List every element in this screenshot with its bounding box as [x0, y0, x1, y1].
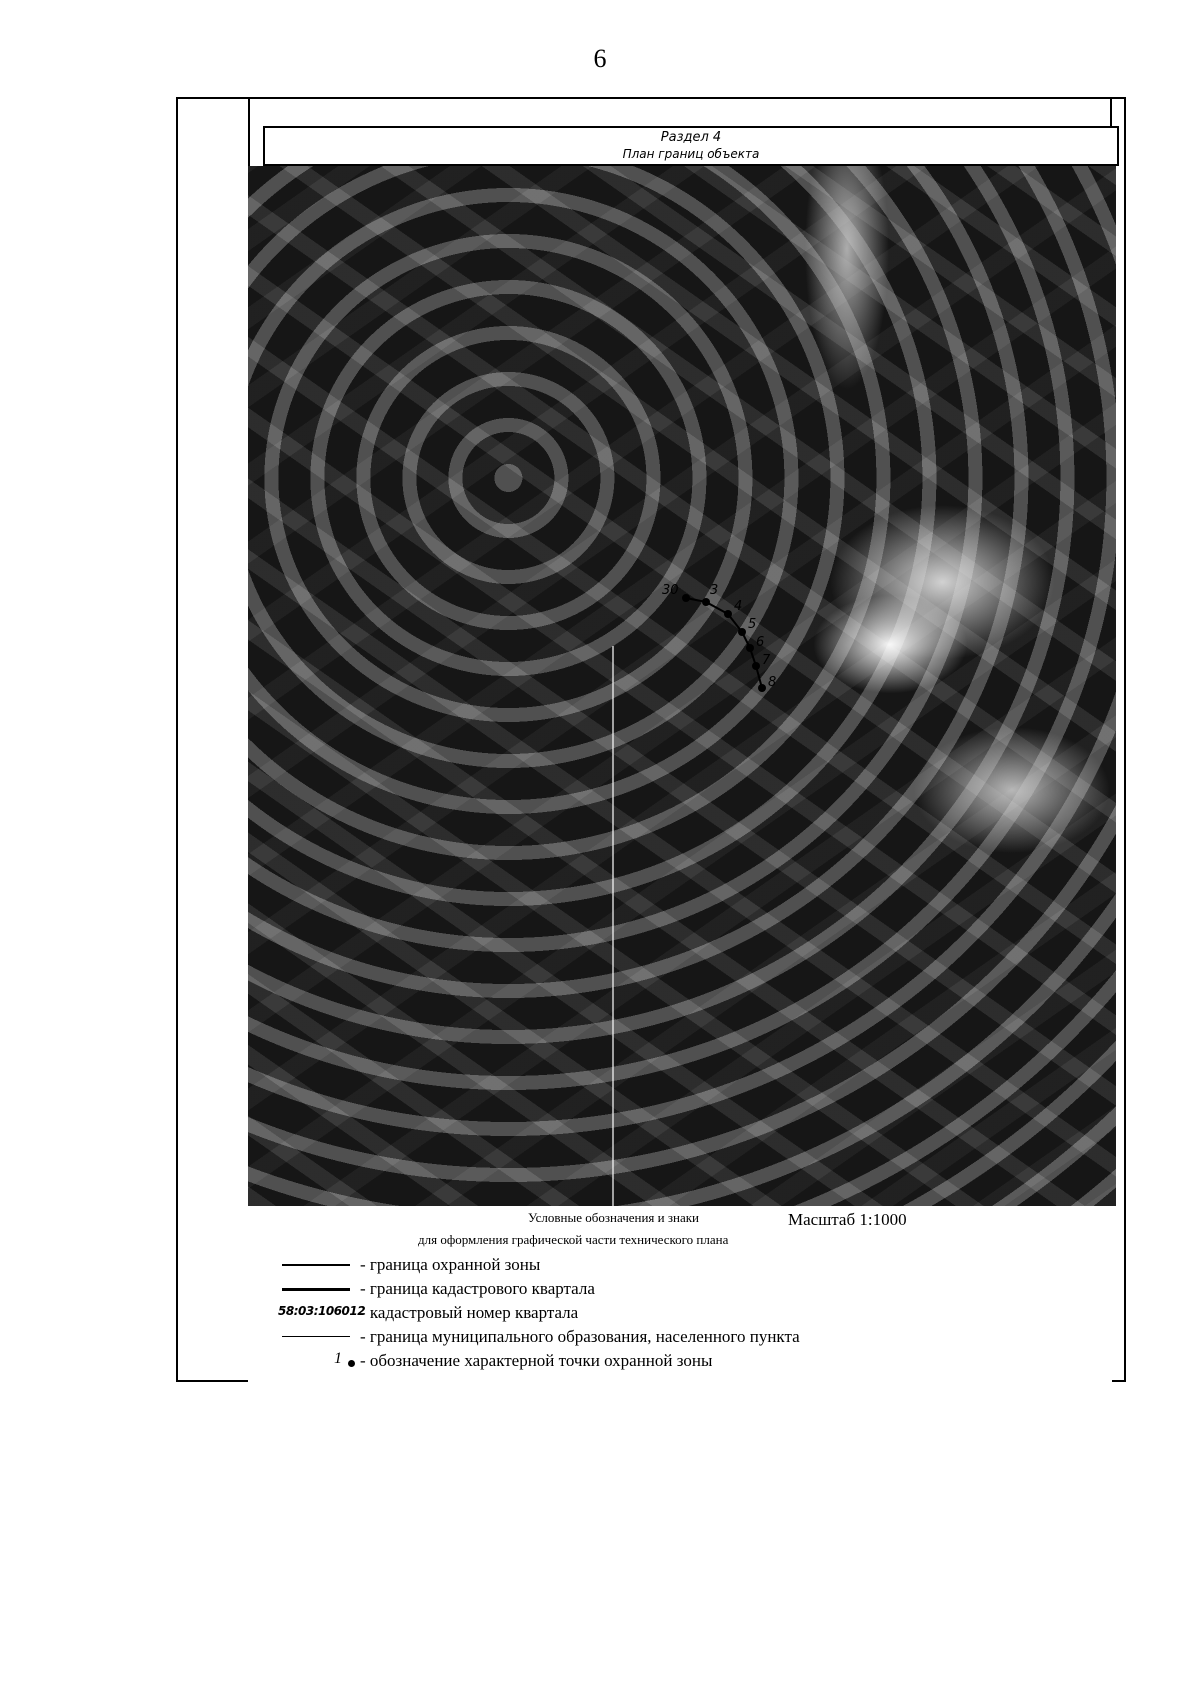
section-subtitle: План границ объекта — [622, 147, 760, 161]
legend-label: - граница кадастрового квартала — [360, 1279, 595, 1298]
legend-label: - обозначение характерной точки охранной зоны — [360, 1351, 713, 1370]
legend-symbol-line — [278, 1254, 350, 1276]
legend-symbol-thin-line — [278, 1326, 350, 1348]
point-marker — [738, 628, 746, 636]
point-label: 30 — [662, 583, 679, 598]
legend-item-cadastral-number — [248, 1302, 1112, 1324]
map-image — [248, 166, 1116, 1206]
legend-point-number: 1 — [334, 1350, 342, 1367]
legend-symbol-code — [278, 1302, 366, 1324]
section-title: Раздел 4 — [660, 130, 722, 145]
legend-item-characteristic-point — [248, 1350, 1112, 1372]
legend-symbol-thick-line — [278, 1278, 350, 1300]
point-marker — [682, 594, 690, 602]
page-number: 6 — [593, 44, 607, 73]
legend-title: Условные обозначения и знаки — [528, 1210, 699, 1225]
legend-label: - кадастровый номер квартала — [360, 1303, 579, 1322]
point-marker — [724, 610, 732, 618]
map-scale: Масштаб 1:1000 — [788, 1210, 907, 1229]
point-dot-icon — [348, 1360, 355, 1367]
point-label: 3 — [710, 583, 719, 598]
protection-zone-boundary — [686, 598, 765, 688]
point-label: 7 — [762, 653, 771, 668]
point-marker — [758, 684, 766, 692]
point-label: 6 — [756, 635, 765, 650]
legend-symbol-point — [278, 1350, 350, 1372]
section-header — [263, 126, 1119, 166]
legend-subtitle: для оформления графической части технического плана — [418, 1232, 729, 1247]
legend — [248, 1206, 1112, 1382]
point-label: 5 — [748, 617, 757, 632]
legend-label: - граница охранной зоны — [360, 1255, 541, 1274]
point-marker — [752, 662, 760, 670]
map-overlay — [248, 166, 1116, 1206]
point-marker — [746, 644, 754, 652]
legend-item-cadastral-quarter — [248, 1278, 1112, 1300]
legend-item-municipal-boundary — [248, 1326, 1112, 1348]
legend-code-sample: 58:03:106012 — [278, 1304, 366, 1318]
point-label: 8 — [768, 675, 777, 690]
legend-label: - граница муниципального образования, населенного пункта — [360, 1327, 800, 1346]
characteristic-points — [682, 594, 766, 692]
point-marker — [702, 598, 710, 606]
point-label: 4 — [734, 599, 743, 614]
legend-item-protection-zone — [248, 1254, 1112, 1276]
